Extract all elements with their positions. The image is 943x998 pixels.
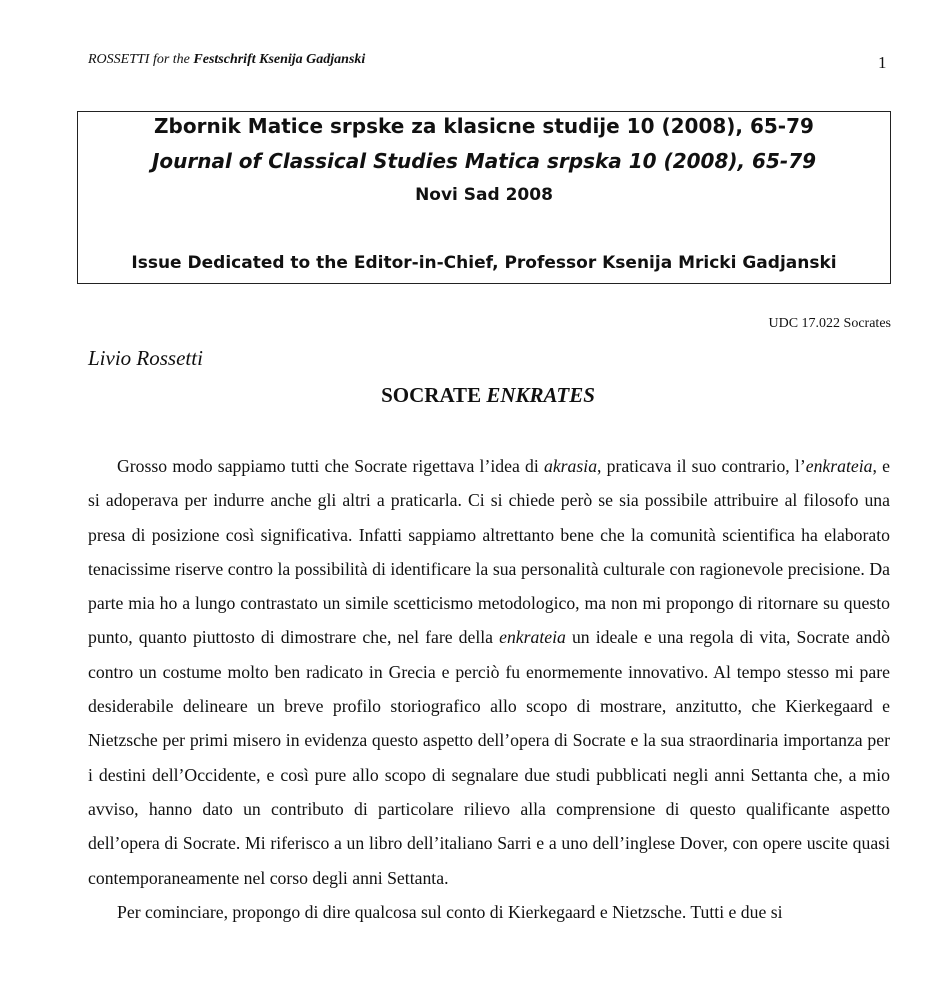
p1-text-3: , e si adoperava per indurre anche gli altri a praticarla. Ci si chiede però se sia possibile attribuire al filosofo una presa di posizione così significativa. Infatti sappiamo altrettanto bene che la comunità scientifica ha elaborato tenacissime riserve contro la possibilità di identificare la sua personalità culturale con ragionevole precisione. Da parte mia ho a lungo contrastato un simile scetticismo metodologico, ma non mi propongo di ritornare su questo punto, quanto piuttosto di dimostrare che, nel fare della [88, 456, 891, 648]
author-name: Livio Rossetti [88, 346, 203, 370]
p1-text-4: un ideale e una regola di vita, Socrate andò contro un costume molto ben radicato in Grecia e perciò fu enormemente innovativo. Al tempo stesso mi pare desiderabile delineare un breve profilo storiografico allo scopo di mostrare, anzitutto, che Kierkegaard e Nietzsche per primi misero in evidenza questo aspetto dell’opera di Socrate e la sua straordinaria importanza per i destini dell’Occidente, e così pure allo scopo di segnalare due studi pubblicati negli anni Settanta che, a mio avviso, hanno dato un contributo di particolare rilievo alla comprensione di questo qualificante aspetto dell’opera di Socrate. Mi riferisco a un libro dell’italiano Sarri e a uno dell’inglese Dover, con opere uscite quasi contemporaneamente nel corso degli anni Settanta. [88, 627, 890, 888]
p1-term-enkrateia-2: enkrateia [499, 627, 566, 648]
p1-text-1: Grosso modo sappiamo tutti che Socrate rigettava l’idea di [117, 456, 544, 476]
journal-info-box [77, 111, 891, 284]
journal-title-english: Journal of Classical Studies Matica srpska 10 (2008), 65-79 [151, 149, 817, 173]
journal-title-serbian: Zbornik Matice srpske za klasicne studije 10 (2008), 65-79 [154, 114, 814, 138]
title-part-enkrates: ENKRATES [486, 383, 595, 407]
udc-classification: UDC 17.022 Socrates [768, 316, 891, 331]
paragraph-1 [88, 449, 890, 895]
running-head-author: ROSSETTI for the [88, 52, 194, 67]
p1-term-enkrateia: enkrateia [805, 456, 873, 476]
article-body [88, 449, 890, 929]
running-head-festschrift: Festschrift Ksenija Gadjanski [193, 52, 366, 67]
journal-place-year: Novi Sad 2008 [415, 185, 553, 205]
p1-term-akrasia: akrasia [543, 456, 598, 476]
article-title [0, 383, 943, 408]
p2-text: Per cominciare, propongo di dire qualcosa sul conto di Kierkegaard e Nietzsche. Tutti e due si [117, 901, 783, 922]
p1-text-2: , praticava il suo contrario, l’ [597, 456, 806, 476]
running-head [88, 52, 365, 68]
page-number: 1 [878, 53, 887, 72]
title-part-socrate: SOCRATE [381, 383, 487, 407]
issue-dedication: Issue Dedicated to the Editor-in-Chief, Professor Ksenija Mricki Gadjanski [131, 253, 837, 273]
paragraph-2 [88, 895, 890, 929]
